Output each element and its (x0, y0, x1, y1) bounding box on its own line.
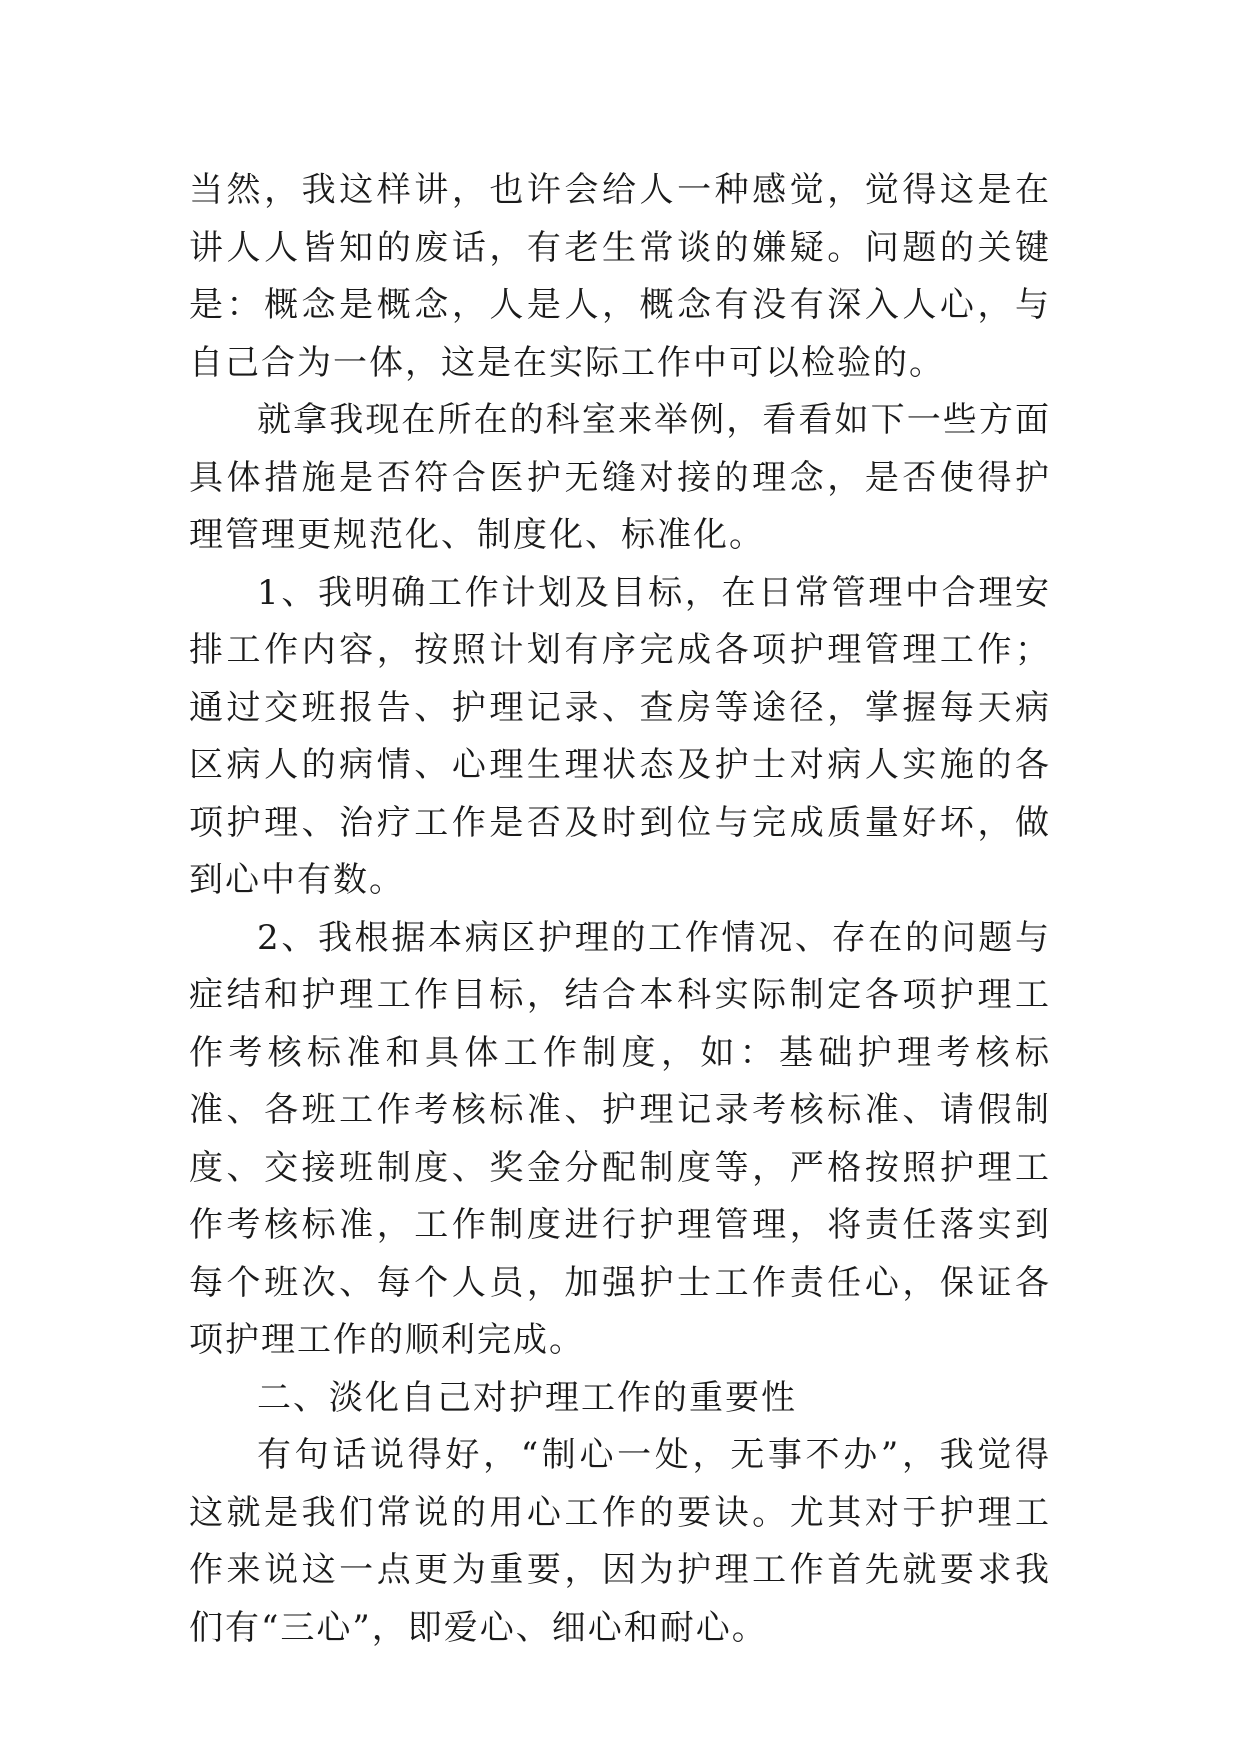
section-heading: 二、淡化自己对护理工作的重要性 (257, 1377, 797, 1418)
paragraph-1: 当然，我这样讲，也许会给人一种感觉，觉得这是在讲人人皆知的废话，有老生常谈的嫌疑。问题的关键是：概念是概念，人是人，概念有没有深入人心，与自己合为一体，这是在实际工作中可以检验的。 (189, 170, 1051, 383)
paragraph-5: 有句话说得好，“制心一处，无事不办”，我觉得这就是我们常说的用心工作的要诀。尤其对于护理工作来说这一点更为重要，因为护理工作首先就要求我们有“三心”，即爱心、细心和耐心。 (189, 1435, 1051, 1648)
document-body (189, 162, 1051, 1657)
paragraph-2: 就拿我现在所在的科室来举例，看看如下一些方面具体措施是否符合医护无缝对接的理念，是否使得护理管理更规范化、制度化、标准化。 (189, 400, 1051, 555)
paragraph-4: 2、我根据本病区护理的工作情况、存在的问题与症结和护理工作目标，结合本科实际制定各项护理工作考核标准和具体工作制度，如：基础护理考核标准、各班工作考核标准、护理记录考核标准、请假制度、交接班制度、奖金分配制度等，严格按照护理工作考核标准，工作制度进行护理管理，将责任落实到每个班次、每个人员，加强护士工作责任心，保证各项护理工作的顺利完成。 (189, 917, 1051, 1360)
paragraph-3: 1、我明确工作计划及目标，在日常管理中合理安排工作内容，按照计划有序完成各项护理管理工作；通过交班报告、护理记录、查房等途径，掌握每天病区病人的病情、心理生理状态及护士对病人实施的各项护理、治疗工作是否及时到位与完成质量好坏，做到心中有数。 (189, 572, 1051, 900)
